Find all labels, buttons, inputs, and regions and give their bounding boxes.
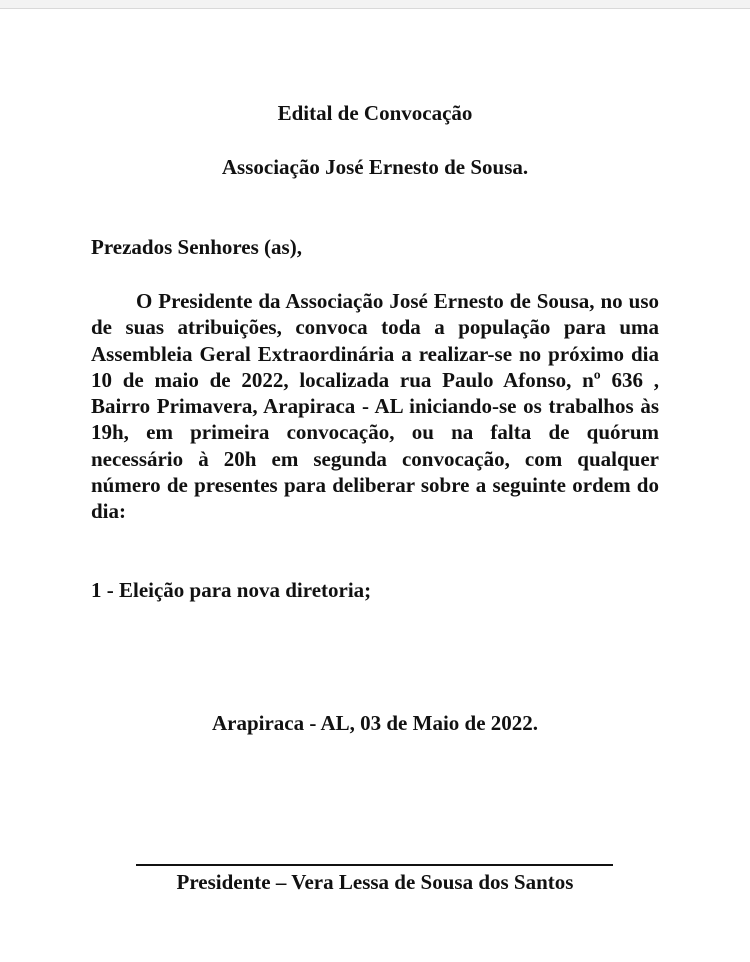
place-and-date: Arapiraca - AL, 03 de Maio de 2022. — [211, 711, 539, 735]
signature-line — [136, 864, 613, 866]
salutation: Prezados Senhores (as), — [91, 235, 302, 259]
organization-name: Associação José Ernesto de Sousa. — [221, 155, 529, 179]
signature-name: Presidente – Vera Lessa de Sousa dos Santos — [176, 870, 574, 894]
document-title: Edital de Convocação — [277, 101, 473, 125]
convocation-body: O Presidente da Associação José Ernesto de Sousa, no uso de suas atribuições, convoca toda a população para uma Assembleia Geral Extraordinária a realizar-se no próximo dia 10 de maio de 2022, localizada rua Paulo Afonso, nº 636 , Bairro Primavera, Arapiraca - AL iniciando-se os trabalhos às 19h, em primeira convocação, ou na falta de quórum necessário à 20h em segunda convocação, com qualquer número de presentes para deliberar sobre a seguinte ordem do dia: — [91, 289, 659, 524]
agenda-item: 1 - Eleição para nova diretoria; — [91, 578, 372, 602]
